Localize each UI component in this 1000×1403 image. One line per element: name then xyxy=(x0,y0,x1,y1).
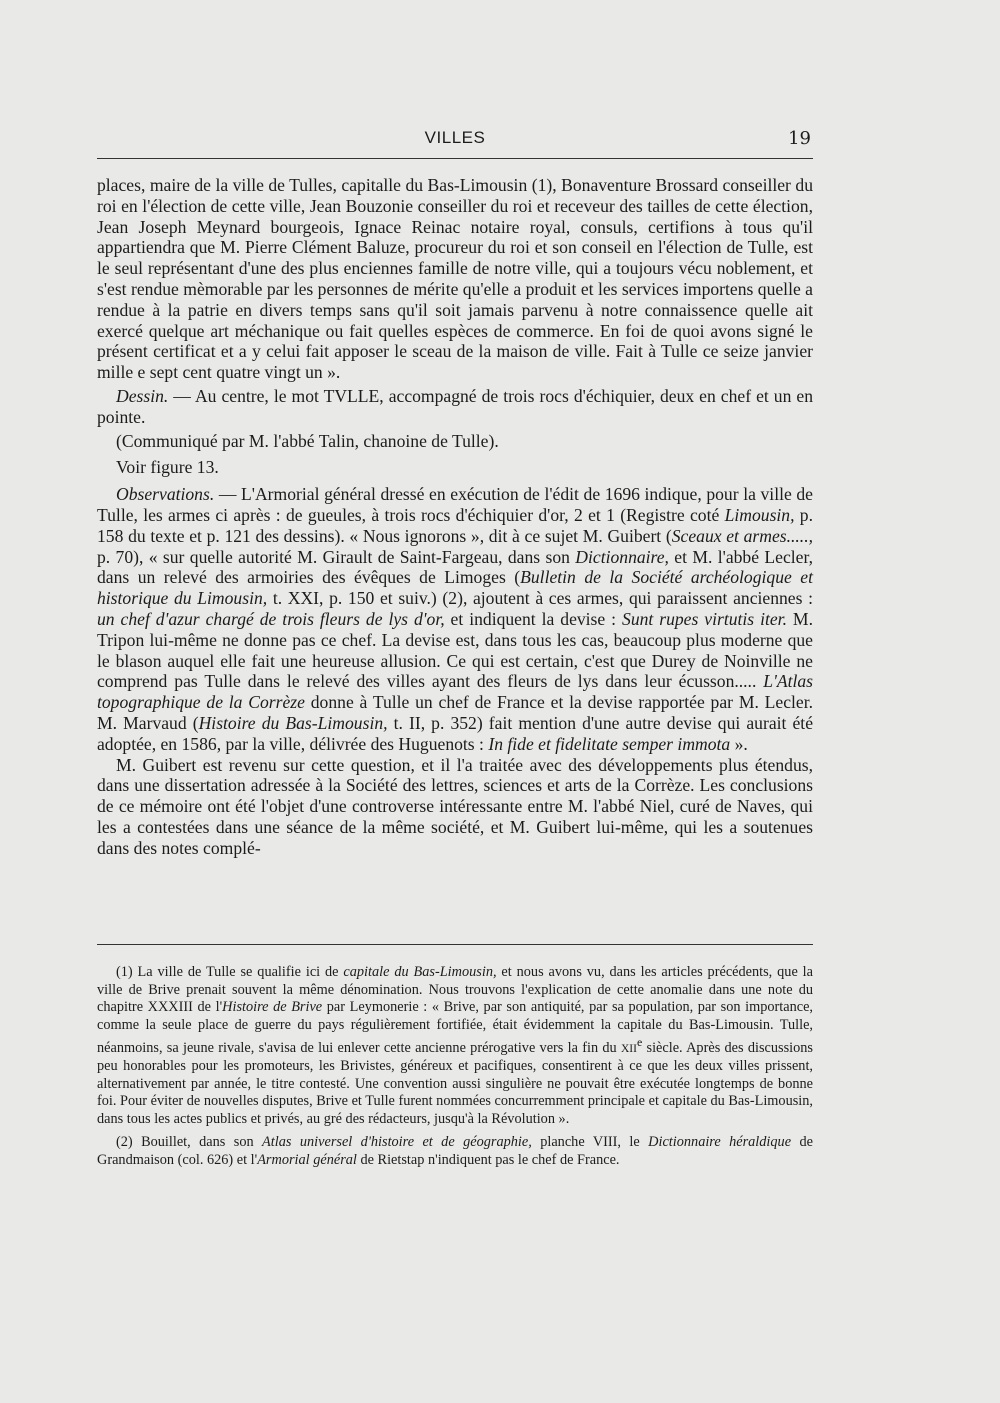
paragraph-guibert: M. Guibert est revenu sur cette question, et il l'a traitée avec des développements plus étendus, dans une dissertation adressée à la Société des lettres, sciences et arts de la Corrèze. Les conclusions de ce mémoire ont été l'objet d'une controverse intéressante entre M. l'abbé Niel, curé de Naves, qui les a contestées dans une séance de la même société, et M. Guibert lui-même, qui les a soutenues dans des notes complé- xyxy=(97,754,813,858)
footnote-separator xyxy=(97,944,813,945)
footnotes xyxy=(97,964,813,1169)
italic-run: L'Atlas topographique de la Corrèze xyxy=(97,671,813,713)
italic-run: Sunt rupes virtutis iter. xyxy=(622,608,787,629)
text-run: t. II, p. 352) fait mention d'une autre devise qui aurait été adoptée, en 1586, par la ville, délivrée des Huguenots : xyxy=(97,712,814,754)
text-run: de Rietstap n'indiquent pas le chef de France. xyxy=(356,1151,620,1168)
text-run: planche VIII, le xyxy=(531,1134,649,1151)
paragraph-observations xyxy=(97,484,813,754)
italic-run: Histoire de Brive xyxy=(222,999,323,1015)
text-run: (1) La ville de Tulle se qualifie ici de xyxy=(116,964,344,980)
text-run: donne à Tulle un chef de France et la devise rapportée par M. Lecler. M. Marvaud ( xyxy=(97,692,813,733)
italic-run: capitale du Bas-Limousin, xyxy=(343,964,497,980)
section-label: Observations. xyxy=(116,484,215,505)
text-run: et indiquent la devise : xyxy=(444,608,623,629)
page-number: 19 xyxy=(788,128,811,149)
text-run: M. Tripon lui-même ne donne pas ce chef. La devise est, dans tous les cas, beaucoup plus moderne que le blason auquel elle fait une heureuse allusion. Ce qui est certain, c'est que Durey de Noinville ne comprend pas Tulle dans le relevé des villes ayant des fleurs de lys dans leur écusson..... xyxy=(97,608,813,692)
body-text xyxy=(97,175,813,859)
text-run: places, maire de la ville de Tulles, capitalle du Bas-Limousin (1), Bonaventure Brossard conseiller du roi en l'élection de cette ville, Jean Bouzonie conseiller du roi et receveur des tailles de cette élection, Jean Joseph Meynard bourgeois, Ignace Reinac notaire royal, consuls, certifions à tous qu'il appartiendra que M. Pierre Clément Baluze, procureur du roi et son conseil en l'élection de Tulle, est le seul représentant d'une des plus enciennes famille de notre ville, qui a toujours vécu noblement, et s'est rendue mèmorable par les personnes de mérite qu'elle a produit et les services importens quelle a rendue à la patrie en divers temps sans qu'il soit jamais parvenu à notre connaissence quelle ait exercé quelque art méchanique ou fait quelles espèces de commerce. En foi de quoi avons signé le présent certificat et a y celui fait apposer le sceau de la maison de ville. Fait à Tulle ce seize janvier mille e sept cent quatre vingt un ». xyxy=(97,175,813,383)
running-title: VILLES xyxy=(424,128,486,147)
text-run: t. XXI, p. 150 et suiv.) (2), ajoutent à ces armes, qui paraissent anciennes : xyxy=(267,588,813,609)
text-run: p. 158 du texte et p. 121 des dessins). « Nous ignorons », dit à ce sujet M. Guibert ( xyxy=(97,504,813,546)
italic-run: Histoire du Bas-Limousin, xyxy=(198,712,388,733)
italic-run: Bulletin de la Société archéologique et historique du Limousin, xyxy=(97,567,813,609)
text-run: et nous avons vu, dans les articles précédents, que la ville de Brive prenait souvent la même dénomination. Nous trouvons l'explication de cette anomalie dans une note du chapitre XXXIII de l' xyxy=(97,964,813,1015)
text-run: et M. l'abbé Lecler, dans un relevé des armoiries des évêques de Limoges ( xyxy=(97,546,814,588)
italic-run: In fide et fidelitate semper immota xyxy=(488,733,731,754)
paragraph-communique: (Communiqué par M. l'abbé Talin, chanoine de Tulle). xyxy=(116,430,499,451)
text-run: siècle. Après des discussions peu honorables pour les promoteurs, les Brivistes, généreux et pacifiques, consentirent à ce que les deux villes prissent, alternativement par année, le titre contesté. Une convention aussi singulière ne pouvait être exécutée longtemps de bonne foi. Pour éviter de nouvelles disputes, Brive et Tulle furent nommées concurremment principale et capitale du Bas-Limousin, dans tous les actes publics et privés, au gré des rédacteurs, jusqu'à la Révolution ». xyxy=(97,1039,813,1127)
text-run: par Leymonerie : « Brive, par son antiquité, par sa population, par son importance, comme la seule place de guerre du pays régulièrement fortifiée, était évidemment la capitale du Bas-Limousin. Tulle, néanmoins, sa jeune rivale, s'avisa de lui enlever cette ancienne prérogative vers la fin du xyxy=(97,999,813,1056)
italic-run: Limousin, xyxy=(724,504,795,525)
paragraph-certificate xyxy=(97,175,813,383)
paragraph-figure-ref: Voir figure 13. xyxy=(116,457,219,478)
text-run: — Au centre, le mot TVLLE, accompagné de trois rocs d'échiquier, deux en chef et un en pointe. xyxy=(97,385,813,427)
superscript: e xyxy=(636,1035,643,1049)
italic-run: Dictionnaire, xyxy=(575,546,669,567)
italic-run: un chef d'azur chargé de trois fleurs de lys d'or, xyxy=(97,608,445,629)
small-caps-run: XII xyxy=(620,1042,637,1055)
footnote-2 xyxy=(97,1134,813,1169)
section-label: Dessin. xyxy=(116,385,169,406)
italic-run: Sceaux et armes....., xyxy=(671,525,813,546)
footnote-1 xyxy=(97,964,813,1128)
text-run: ». xyxy=(730,733,748,754)
page-header xyxy=(97,124,813,159)
italic-run: Atlas universel d'histoire et de géographie, xyxy=(262,1134,532,1151)
text-run: (2) Bouillet, dans son xyxy=(116,1134,263,1151)
italic-run: Dictionnaire héraldique xyxy=(648,1134,792,1151)
text-run: p. 70), « sur quelle autorité M. Girault de Saint-Fargeau, dans son xyxy=(97,546,576,567)
italic-run: Armorial général xyxy=(257,1151,357,1168)
paragraph-dessin xyxy=(97,386,813,428)
text-run: de Grandmaison (col. 626) et l' xyxy=(97,1134,813,1168)
text-run: — L'Armorial général dressé en exécution de l'édit de 1696 indique, pour la ville de Tulle, les armes ci après : de gueules, à trois rocs d'échiquier d'or, 2 et 1 (Registre coté xyxy=(97,484,813,525)
